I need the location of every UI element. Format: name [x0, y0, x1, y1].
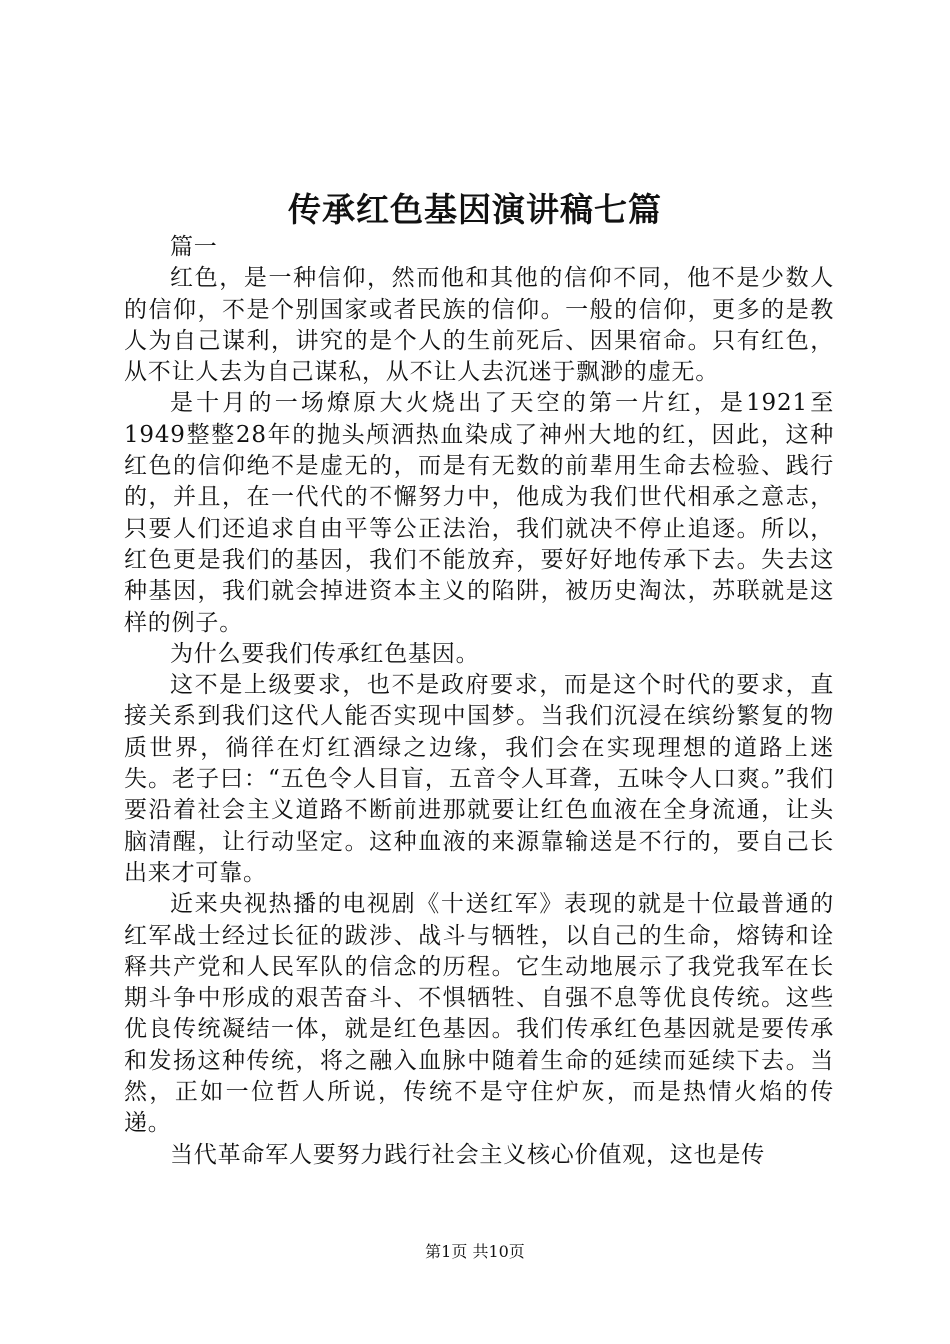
paragraph: 是十月的一场燎原大火烧出了天空的第一片红，是1921至1949整整28年的抛头颅洒热血染成了神州大地的红，因此，这种红色的信仰绝不是虚无的，而是有无数的前辈用生命去检验、践行的，并且，在一代代的不懈努力中，他成为我们世代相承之意志，只要人们还追求自由平等公正法治，我们就决不停止追逐。所以，红色更是我们的基因，我们不能放弃，要好好地传承下去。失去这种基因，我们就会掉进资本主义的陷阱，被历史淘汰，苏联就是这样的例子。 — [124, 390, 834, 636]
paragraph: 当代革命军人要努力践行社会主义核心价值观，这也是传 — [170, 1141, 765, 1168]
page-number-footer: 第1页 共10页 — [425, 1242, 525, 1261]
paragraph: 这不是上级要求，也不是政府要求，而是这个时代的要求，直接关系到我们这代人能否实现中国梦。当我们沉浸在缤纷繁复的物质世界，徜徉在灯红酒绿之边缘，我们会在实现理想的道路上迷失。老子曰：“五色令人目盲，五音令人耳聋，五味令人口爽。”我们要沿着社会主义道路不断前进那就要让红色血液在全身流通，让头脑清醒，让行动坚定。这种血液的来源靠输送是不行的，要自己长出来才可靠。 — [124, 672, 834, 886]
paragraph: 为什么要我们传承红色基因。 — [170, 640, 480, 667]
paragraph: 近来央视热播的电视剧《十送红军》表现的就是十位最普通的红军战士经过长征的跋涉、战斗与牺牲，以自己的生命，熔铸和诠释共产党和人民军队的信念的历程。它生动地展示了我党我军在长期斗争中形成的艰苦奋斗、不惧牺牲、自强不息等优良传统。这些优良传统凝结一体，就是红色基因。我们传承红色基因就是要传承和发扬这种传统，将之融入血脉中随着生命的延续而延续下去。当然，正如一位哲人所说，传统不是守住炉灰，而是热情火焰的传递。 — [124, 891, 834, 1137]
paragraph: 红色，是一种信仰，然而他和其他的信仰不同，他不是少数人的信仰，不是个别国家或者民族的信仰。一般的信仰，更多的是教人为自己谋利，讲究的是个人的生前死后、因果宿命。只有红色，从不让人去为自己谋私，从不让人去沉迷于飘渺的虚无。 — [124, 265, 834, 386]
document-title: 传承红色基因演讲稿七篇 — [288, 190, 662, 229]
document-body — [124, 232, 834, 1171]
section-heading: 篇一 — [170, 234, 218, 260]
